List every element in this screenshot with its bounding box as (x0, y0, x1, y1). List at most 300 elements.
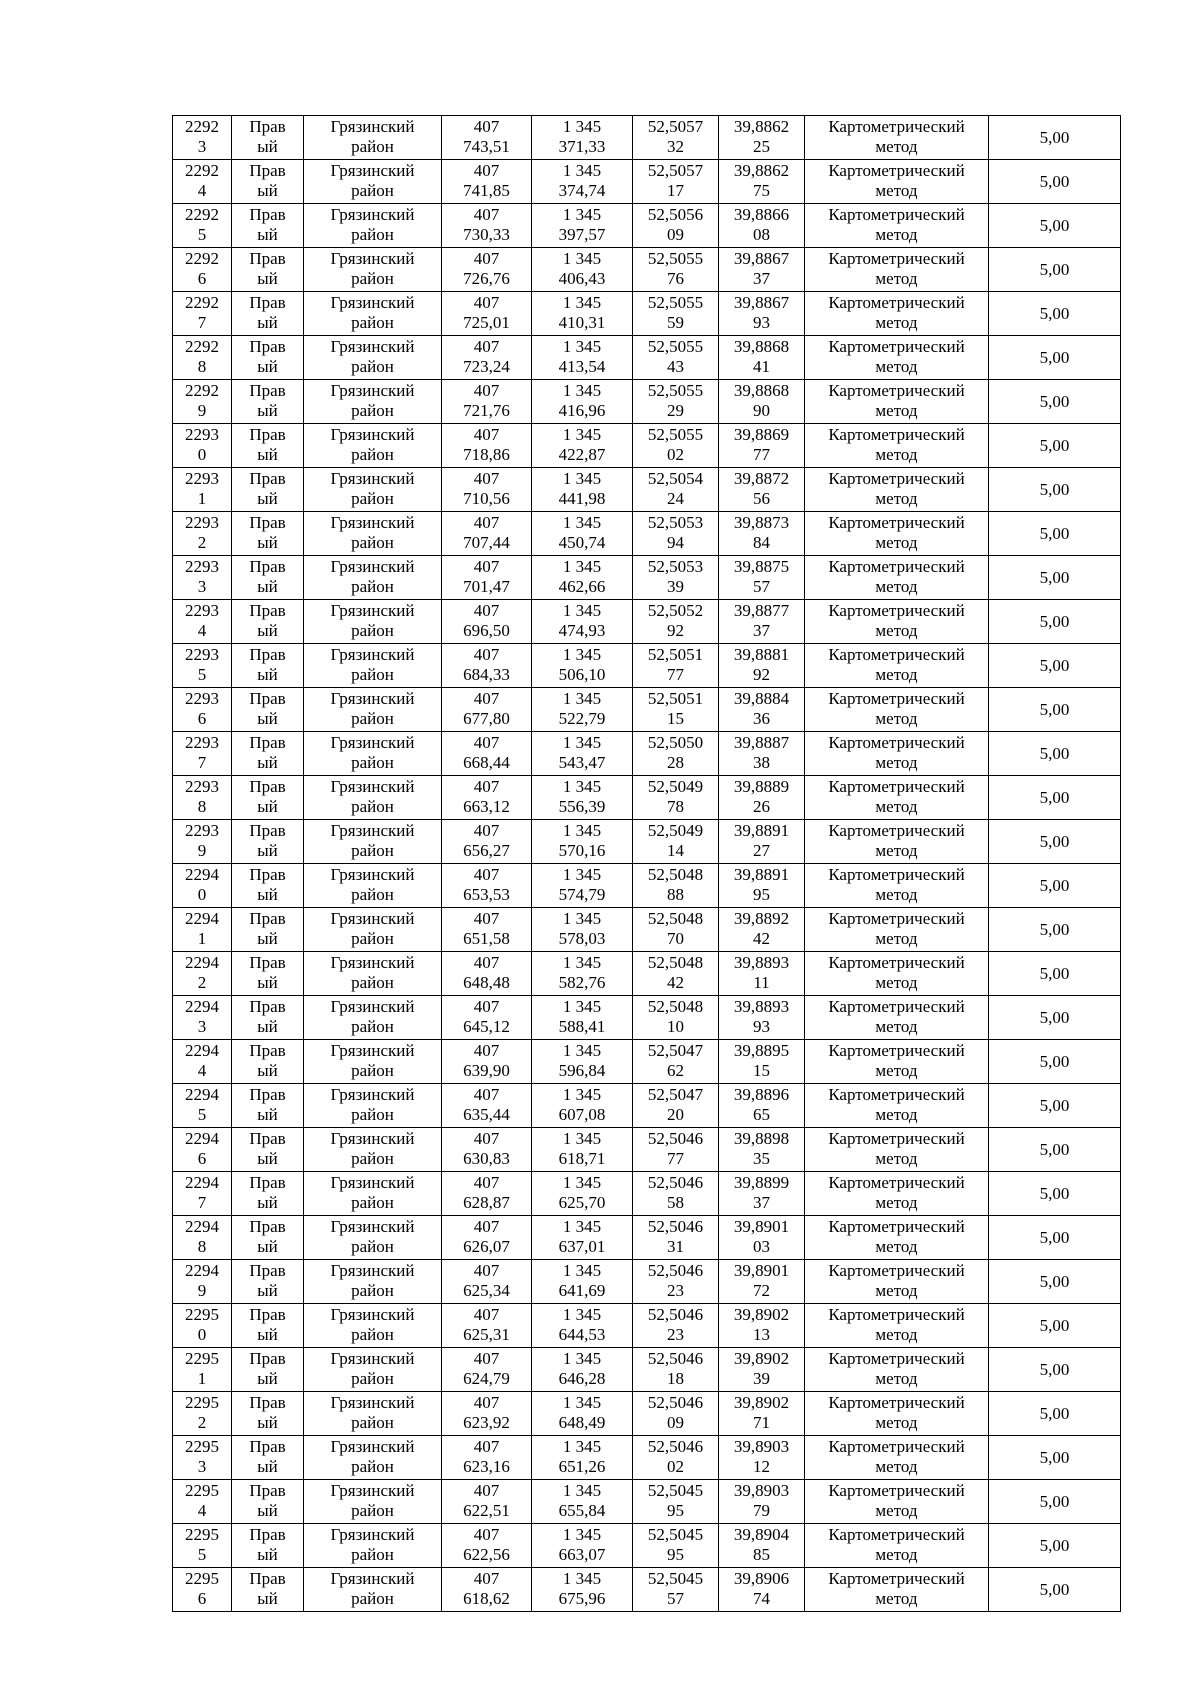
latitude-cell (633, 468, 719, 512)
bank-side-cell (232, 468, 304, 512)
coord-y-cell (532, 1040, 633, 1084)
point-number-cell (173, 1084, 232, 1128)
latitude-cell-line: 52,5050 (647, 733, 704, 752)
accuracy-value-cell: 5,00 (989, 688, 1121, 732)
coord-y-cell-line: 1 345 (562, 997, 602, 1016)
longitude-cell (719, 732, 805, 776)
district-cell-line: район (351, 1325, 394, 1344)
latitude-cell (633, 556, 719, 600)
longitude-cell-line: 39,8877 (733, 601, 790, 620)
district-cell (304, 248, 442, 292)
bank-side-cell (232, 688, 304, 732)
coord-x-cell-line: 407 (473, 1173, 500, 1192)
district-cell-line: Грязинский (330, 1085, 415, 1104)
method-cell-line: метод (875, 401, 918, 420)
coord-y-cell-line: 1 345 (562, 601, 602, 620)
bank-side-cell (232, 1392, 304, 1436)
latitude-cell (633, 688, 719, 732)
latitude-cell-line: 02 (667, 1457, 684, 1476)
point-number-cell-line: 0 (197, 1325, 207, 1344)
district-cell-line: район (351, 1193, 394, 1212)
bank-side-cell-line: ый (257, 1281, 278, 1300)
method-cell-line: Картометрический (828, 381, 965, 400)
longitude-cell (719, 600, 805, 644)
latitude-cell (633, 1348, 719, 1392)
district-cell (304, 1524, 442, 1568)
method-cell-line: метод (875, 181, 918, 200)
bank-side-cell (232, 380, 304, 424)
method-cell-line: Картометрический (828, 1305, 965, 1324)
coord-x-cell (442, 1260, 532, 1304)
district-cell (304, 1348, 442, 1392)
method-cell (805, 732, 989, 776)
longitude-cell-line: 27 (753, 841, 770, 860)
accuracy-value-cell: 5,00 (989, 1436, 1121, 1480)
method-cell (805, 1128, 989, 1172)
district-cell-line: Грязинский (330, 821, 415, 840)
latitude-cell (633, 864, 719, 908)
district-cell-line: Грязинский (330, 1041, 415, 1060)
coord-y-cell-line: 422,87 (558, 445, 606, 464)
coord-x-cell (442, 1524, 532, 1568)
coord-x-cell (442, 1084, 532, 1128)
bank-side-cell (232, 1480, 304, 1524)
district-cell (304, 600, 442, 644)
accuracy-value-cell: 5,00 (989, 424, 1121, 468)
latitude-cell (633, 424, 719, 468)
point-number-cell (173, 996, 232, 1040)
method-cell-line: Картометрический (828, 425, 965, 444)
bank-side-cell-line: ый (257, 269, 278, 288)
latitude-cell-line: 29 (667, 401, 684, 420)
coord-x-cell (442, 688, 532, 732)
coord-y-cell (532, 1084, 633, 1128)
bank-side-cell-line: Прав (249, 601, 286, 620)
latitude-cell-line: 18 (667, 1369, 684, 1388)
latitude-cell (633, 1172, 719, 1216)
coord-y-cell (532, 1260, 633, 1304)
coord-y-cell-line: 1 345 (562, 425, 602, 444)
coord-y-cell-line: 1 345 (562, 337, 602, 356)
point-number-cell-line: 2292 (185, 293, 219, 312)
district-cell (304, 116, 442, 160)
point-number-cell-line: 6 (197, 1149, 207, 1168)
district-cell-line: район (351, 885, 394, 904)
bank-side-cell-line: Прав (249, 777, 286, 796)
latitude-cell-line: 52,5047 (647, 1041, 704, 1060)
longitude-cell-line: 39,8867 (733, 293, 790, 312)
latitude-cell-line: 52,5056 (647, 205, 704, 224)
coord-y-cell (532, 952, 633, 996)
method-cell (805, 952, 989, 996)
coord-y-cell-line: 1 345 (562, 513, 602, 532)
latitude-cell-line: 52,5053 (647, 557, 704, 576)
accuracy-value-cell: 5,00 (989, 1084, 1121, 1128)
district-cell-line: район (351, 357, 394, 376)
bank-side-cell-line: Прав (249, 249, 286, 268)
accuracy-value-cell: 5,00 (989, 996, 1121, 1040)
latitude-cell-line: 42 (667, 973, 684, 992)
bank-side-cell (232, 996, 304, 1040)
point-number-cell (173, 556, 232, 600)
coord-y-cell-line: 641,69 (558, 1281, 606, 1300)
longitude-cell-line: 03 (753, 1237, 770, 1256)
district-cell (304, 644, 442, 688)
method-cell-line: метод (875, 709, 918, 728)
coord-x-cell-line: 407 (473, 645, 500, 664)
latitude-cell-line: 95 (667, 1501, 684, 1520)
longitude-cell-line: 39,8884 (733, 689, 790, 708)
coord-x-cell (442, 600, 532, 644)
point-number-cell-line: 2292 (185, 117, 219, 136)
coord-y-cell-line: 1 345 (562, 733, 602, 752)
latitude-cell-line: 95 (667, 1545, 684, 1564)
district-cell-line: район (351, 1501, 394, 1520)
district-cell-line: район (351, 313, 394, 332)
district-cell-line: Грязинский (330, 689, 415, 708)
point-number-cell-line: 7 (197, 1193, 207, 1212)
bank-side-cell-line: Прав (249, 997, 286, 1016)
latitude-cell-line: 02 (667, 445, 684, 464)
longitude-cell-line: 37 (753, 1193, 770, 1212)
bank-side-cell (232, 952, 304, 996)
coord-x-cell-line: 407 (473, 1349, 500, 1368)
method-cell-line: метод (875, 1149, 918, 1168)
accuracy-value-cell: 5,00 (989, 1568, 1121, 1612)
point-number-cell (173, 1260, 232, 1304)
point-number-cell-line: 2293 (185, 689, 219, 708)
bank-side-cell (232, 424, 304, 468)
method-cell-line: метод (875, 1105, 918, 1124)
district-cell-line: Грязинский (330, 909, 415, 928)
coord-y-cell (532, 1172, 633, 1216)
district-cell-line: Грязинский (330, 381, 415, 400)
method-cell-line: Картометрический (828, 1437, 965, 1456)
district-cell-line: район (351, 665, 394, 684)
method-cell-line: метод (875, 929, 918, 948)
table-row (173, 1172, 1121, 1216)
table-row (173, 336, 1121, 380)
coord-y-cell (532, 1436, 633, 1480)
coord-x-cell-line: 407 (473, 469, 500, 488)
longitude-cell-line: 72 (753, 1281, 770, 1300)
method-cell-line: Картометрический (828, 469, 965, 488)
latitude-cell-line: 52,5046 (647, 1173, 704, 1192)
coord-x-cell-line: 407 (473, 249, 500, 268)
method-cell (805, 600, 989, 644)
district-cell-line: Грязинский (330, 733, 415, 752)
longitude-cell-line: 39,8862 (733, 161, 790, 180)
coord-y-cell (532, 556, 633, 600)
point-number-cell-line: 0 (197, 445, 207, 464)
point-number-cell-line: 2294 (185, 1085, 219, 1104)
bank-side-cell-line: Прав (249, 381, 286, 400)
coord-x-cell (442, 1348, 532, 1392)
table-row (173, 424, 1121, 468)
coord-y-cell-line: 1 345 (562, 865, 602, 884)
point-number-cell-line: 0 (197, 885, 207, 904)
longitude-cell-line: 39,8902 (733, 1393, 790, 1412)
coord-y-cell-line: 1 345 (562, 161, 602, 180)
coord-y-cell-line: 1 345 (562, 1393, 602, 1412)
latitude-cell-line: 52,5048 (647, 865, 704, 884)
coord-x-cell-line: 639,90 (463, 1061, 510, 1080)
table-row (173, 908, 1121, 952)
table-row (173, 644, 1121, 688)
coord-y-cell (532, 908, 633, 952)
district-cell-line: район (351, 1281, 394, 1300)
method-cell (805, 116, 989, 160)
longitude-cell-line: 39,8881 (733, 645, 790, 664)
longitude-cell (719, 1524, 805, 1568)
district-cell-line: Грязинский (330, 1437, 415, 1456)
method-cell (805, 1436, 989, 1480)
point-number-cell (173, 820, 232, 864)
coord-x-cell (442, 908, 532, 952)
point-number-cell-line: 2293 (185, 601, 219, 620)
bank-side-cell (232, 1084, 304, 1128)
district-cell-line: район (351, 1105, 394, 1124)
district-cell-line: район (351, 1413, 394, 1432)
coord-x-cell-line: 743,51 (463, 137, 510, 156)
method-cell-line: метод (875, 1193, 918, 1212)
coord-y-cell (532, 1348, 633, 1392)
longitude-cell-line: 74 (753, 1589, 770, 1608)
district-cell-line: Грязинский (330, 953, 415, 972)
point-number-cell-line: 2294 (185, 865, 219, 884)
point-number-cell-line: 5 (197, 1105, 207, 1124)
coord-x-cell-line: 622,56 (463, 1545, 510, 1564)
point-number-cell-line: 2293 (185, 777, 219, 796)
table-row (173, 820, 1121, 864)
point-number-cell (173, 1568, 232, 1612)
latitude-cell (633, 996, 719, 1040)
latitude-cell (633, 336, 719, 380)
district-cell-line: Грязинский (330, 1525, 415, 1544)
method-cell (805, 556, 989, 600)
longitude-cell-line: 39,8868 (733, 337, 790, 356)
district-cell-line: Грязинский (330, 865, 415, 884)
latitude-cell-line: 23 (667, 1281, 684, 1300)
method-cell-line: Картометрический (828, 601, 965, 620)
coord-x-cell-line: 656,27 (463, 841, 510, 860)
longitude-cell-line: 93 (753, 313, 770, 332)
table-row (173, 160, 1121, 204)
coord-y-cell (532, 116, 633, 160)
method-cell-line: Картометрический (828, 249, 965, 268)
coord-y-cell-line: 1 345 (562, 689, 602, 708)
point-number-cell (173, 248, 232, 292)
point-number-cell-line: 9 (197, 841, 207, 860)
point-number-cell-line: 2293 (185, 733, 219, 752)
method-cell-line: метод (875, 1413, 918, 1432)
coord-x-cell-line: 730,33 (463, 225, 510, 244)
bank-side-cell-line: ый (257, 313, 278, 332)
method-cell-line: метод (875, 533, 918, 552)
latitude-cell-line: 52,5046 (647, 1349, 704, 1368)
latitude-cell-line: 20 (667, 1105, 684, 1124)
point-number-cell (173, 336, 232, 380)
latitude-cell-line: 52,5046 (647, 1305, 704, 1324)
coord-x-cell-line: 407 (473, 865, 500, 884)
method-cell (805, 1172, 989, 1216)
coord-y-cell-line: 397,57 (558, 225, 606, 244)
coord-y-cell-line: 618,71 (558, 1149, 606, 1168)
coord-y-cell-line: 410,31 (558, 313, 606, 332)
district-cell (304, 864, 442, 908)
longitude-cell-line: 92 (753, 665, 770, 684)
coord-y-cell-line: 1 345 (562, 381, 602, 400)
coord-y-cell (532, 468, 633, 512)
method-cell-line: Картометрический (828, 1525, 965, 1544)
bank-side-cell-line: Прав (249, 161, 286, 180)
point-number-cell-line: 4 (197, 621, 207, 640)
latitude-cell-line: 92 (667, 621, 684, 640)
district-cell (304, 160, 442, 204)
coord-y-cell-line: 522,79 (558, 709, 606, 728)
latitude-cell (633, 1524, 719, 1568)
accuracy-value-cell: 5,00 (989, 1172, 1121, 1216)
coord-y-cell (532, 380, 633, 424)
latitude-cell-line: 62 (667, 1061, 684, 1080)
coord-x-cell-line: 407 (473, 205, 500, 224)
coord-x-cell-line: 407 (473, 381, 500, 400)
coord-y-cell-line: 1 345 (562, 1437, 602, 1456)
bank-side-cell-line: ый (257, 1193, 278, 1212)
coord-x-cell (442, 116, 532, 160)
method-cell-line: Картометрический (828, 117, 965, 136)
latitude-cell-line: 52,5048 (647, 953, 704, 972)
table-row (173, 1568, 1121, 1612)
accuracy-value-cell: 5,00 (989, 820, 1121, 864)
coord-y-cell (532, 1480, 633, 1524)
district-cell (304, 380, 442, 424)
latitude-cell-line: 52,5049 (647, 777, 704, 796)
bank-side-cell (232, 160, 304, 204)
coord-y-cell-line: 637,01 (558, 1237, 606, 1256)
bank-side-cell (232, 116, 304, 160)
coord-y-cell-line: 1 345 (562, 249, 602, 268)
bank-side-cell-line: ый (257, 1325, 278, 1344)
point-number-cell (173, 1348, 232, 1392)
longitude-cell-line: 39,8866 (733, 205, 790, 224)
coord-y-cell-line: 1 345 (562, 1569, 602, 1588)
accuracy-value-cell: 5,00 (989, 1524, 1121, 1568)
point-number-cell-line: 3 (197, 577, 207, 596)
longitude-cell-line: 11 (753, 973, 770, 992)
bank-side-cell (232, 248, 304, 292)
coord-x-cell (442, 732, 532, 776)
coord-y-cell-line: 646,28 (558, 1369, 606, 1388)
method-cell-line: метод (875, 797, 918, 816)
method-cell-line: Картометрический (828, 1217, 965, 1236)
method-cell-line: Картометрический (828, 1349, 965, 1368)
method-cell-line: метод (875, 137, 918, 156)
bank-side-cell-line: ый (257, 445, 278, 464)
district-cell-line: район (351, 1589, 394, 1608)
longitude-cell (719, 1216, 805, 1260)
bank-side-cell-line: ый (257, 1589, 278, 1608)
coord-x-cell-line: 677,80 (463, 709, 510, 728)
bank-side-cell-line: ый (257, 137, 278, 156)
coord-x-cell-line: 625,31 (463, 1325, 510, 1344)
bank-side-cell-line: Прав (249, 645, 286, 664)
point-number-cell-line: 2295 (185, 1525, 219, 1544)
latitude-cell-line: 52,5046 (647, 1393, 704, 1412)
longitude-cell (719, 336, 805, 380)
district-cell (304, 1084, 442, 1128)
point-number-cell-line: 8 (197, 797, 207, 816)
longitude-cell-line: 08 (753, 225, 770, 244)
bank-side-cell (232, 864, 304, 908)
accuracy-value-cell: 5,00 (989, 864, 1121, 908)
bank-side-cell (232, 1304, 304, 1348)
point-number-cell-line: 6 (197, 1589, 207, 1608)
latitude-cell-line: 52,5051 (647, 645, 704, 664)
coord-y-cell (532, 996, 633, 1040)
point-number-cell-line: 3 (197, 1017, 207, 1036)
point-number-cell-line: 2294 (185, 1129, 219, 1148)
coord-x-cell-line: 407 (473, 821, 500, 840)
accuracy-value-cell: 5,00 (989, 1304, 1121, 1348)
table-row (173, 380, 1121, 424)
coord-x-cell-line: 407 (473, 1217, 500, 1236)
district-cell-line: Грязинский (330, 645, 415, 664)
coord-y-cell-line: 450,74 (558, 533, 606, 552)
longitude-cell-line: 39,8872 (733, 469, 790, 488)
latitude-cell-line: 52,5057 (647, 161, 704, 180)
table-row (173, 1348, 1121, 1392)
method-cell (805, 688, 989, 732)
longitude-cell (719, 468, 805, 512)
coord-y-cell (532, 160, 633, 204)
accuracy-value-cell: 5,00 (989, 1348, 1121, 1392)
table-row (173, 468, 1121, 512)
table-row (173, 1128, 1121, 1172)
latitude-cell (633, 1128, 719, 1172)
point-number-cell-line: 2294 (185, 1261, 219, 1280)
table-row (173, 1304, 1121, 1348)
coord-y-cell (532, 1216, 633, 1260)
coord-x-cell-line: 407 (473, 557, 500, 576)
method-cell-line: метод (875, 445, 918, 464)
point-number-cell (173, 1128, 232, 1172)
district-cell (304, 732, 442, 776)
table-row (173, 600, 1121, 644)
method-cell (805, 512, 989, 556)
latitude-cell (633, 1436, 719, 1480)
bank-side-cell-line: Прав (249, 953, 286, 972)
bank-side-cell-line: ый (257, 1457, 278, 1476)
latitude-cell-line: 52,5045 (647, 1569, 704, 1588)
coord-x-cell (442, 512, 532, 556)
coord-y-cell-line: 582,76 (558, 973, 606, 992)
longitude-cell (719, 1084, 805, 1128)
coord-y-cell-line: 1 345 (562, 1173, 602, 1192)
point-number-cell (173, 512, 232, 556)
coord-x-cell (442, 1172, 532, 1216)
latitude-cell-line: 52,5049 (647, 821, 704, 840)
longitude-cell-line: 38 (753, 753, 770, 772)
point-number-cell-line: 4 (197, 1061, 207, 1080)
district-cell-line: Грязинский (330, 1173, 415, 1192)
coord-x-cell (442, 1304, 532, 1348)
method-cell (805, 1568, 989, 1612)
longitude-cell (719, 952, 805, 996)
coord-x-cell-line: 407 (473, 1305, 500, 1324)
longitude-cell (719, 1304, 805, 1348)
coord-x-cell (442, 1436, 532, 1480)
